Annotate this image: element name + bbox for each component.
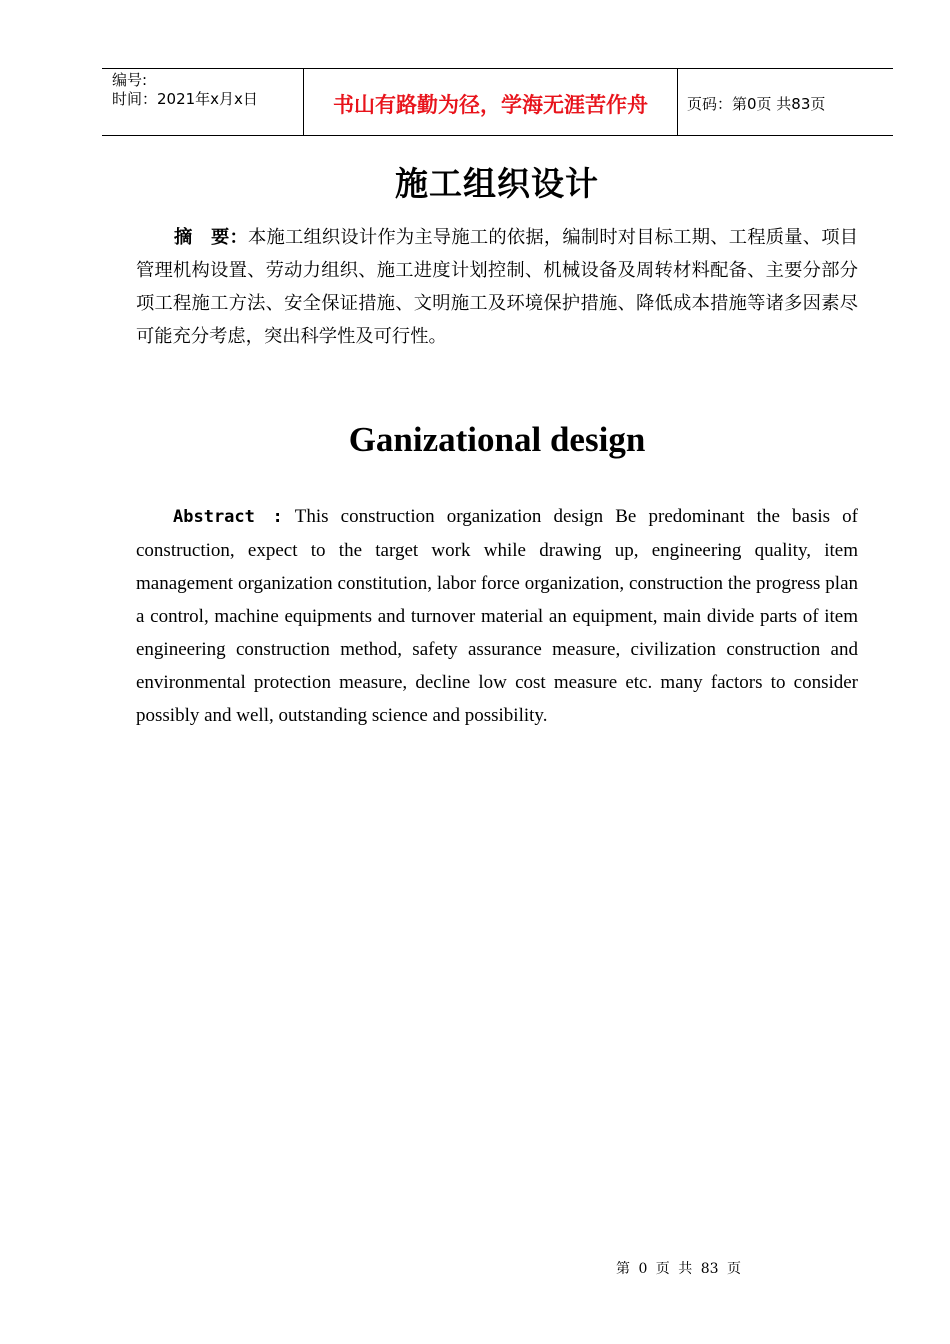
serial-number-label: 编号: (112, 71, 148, 89)
page-footer: 第 0 页 共 83 页 (616, 1261, 741, 1277)
date-label: 时间：2021年x月x日 (112, 90, 258, 108)
english-title: Ganizational design (348, 420, 646, 459)
header-meta (102, 69, 304, 135)
chinese-abstract (136, 221, 858, 353)
header-page-info: 页码：第0页 共83页 (687, 95, 826, 113)
english-abstract-label: Abstract : (173, 507, 283, 527)
english-abstract-text: This construction organization design Be predominant the basis of construction, expect to the target work while drawing up, engineering quality, item management organization constitution, labor force organization, construction the progress plan a control, machine equipments and turnover material an equipment, main divide parts of item engineering construction method, safety assurance measure, civilization construction and environmental protection measure, decline low cost measure etc. many factors to consider possibly and well, outstanding science and possibility. (136, 506, 858, 726)
chinese-abstract-text: 本施工组织设计作为主导施工的依据，编制时对目标工期、工程质量、项目管理机构设置、劳动力组织、施工进度计划控制、机械设备及周转材料配备、主要分部分项工程施工方法、安全保证措施、文明施工及环境保护措施、降低成本措施等诸多因素尽可能充分考虑，突出科学性及可行性。 (136, 227, 858, 347)
header-motto: 书山有路勤为径，学海无涯苦作舟 (304, 69, 678, 135)
english-abstract (136, 500, 858, 732)
document-header (102, 68, 893, 136)
chinese-title: 施工组织设计 (395, 164, 599, 203)
chinese-abstract-label: 摘 要： (174, 227, 248, 248)
